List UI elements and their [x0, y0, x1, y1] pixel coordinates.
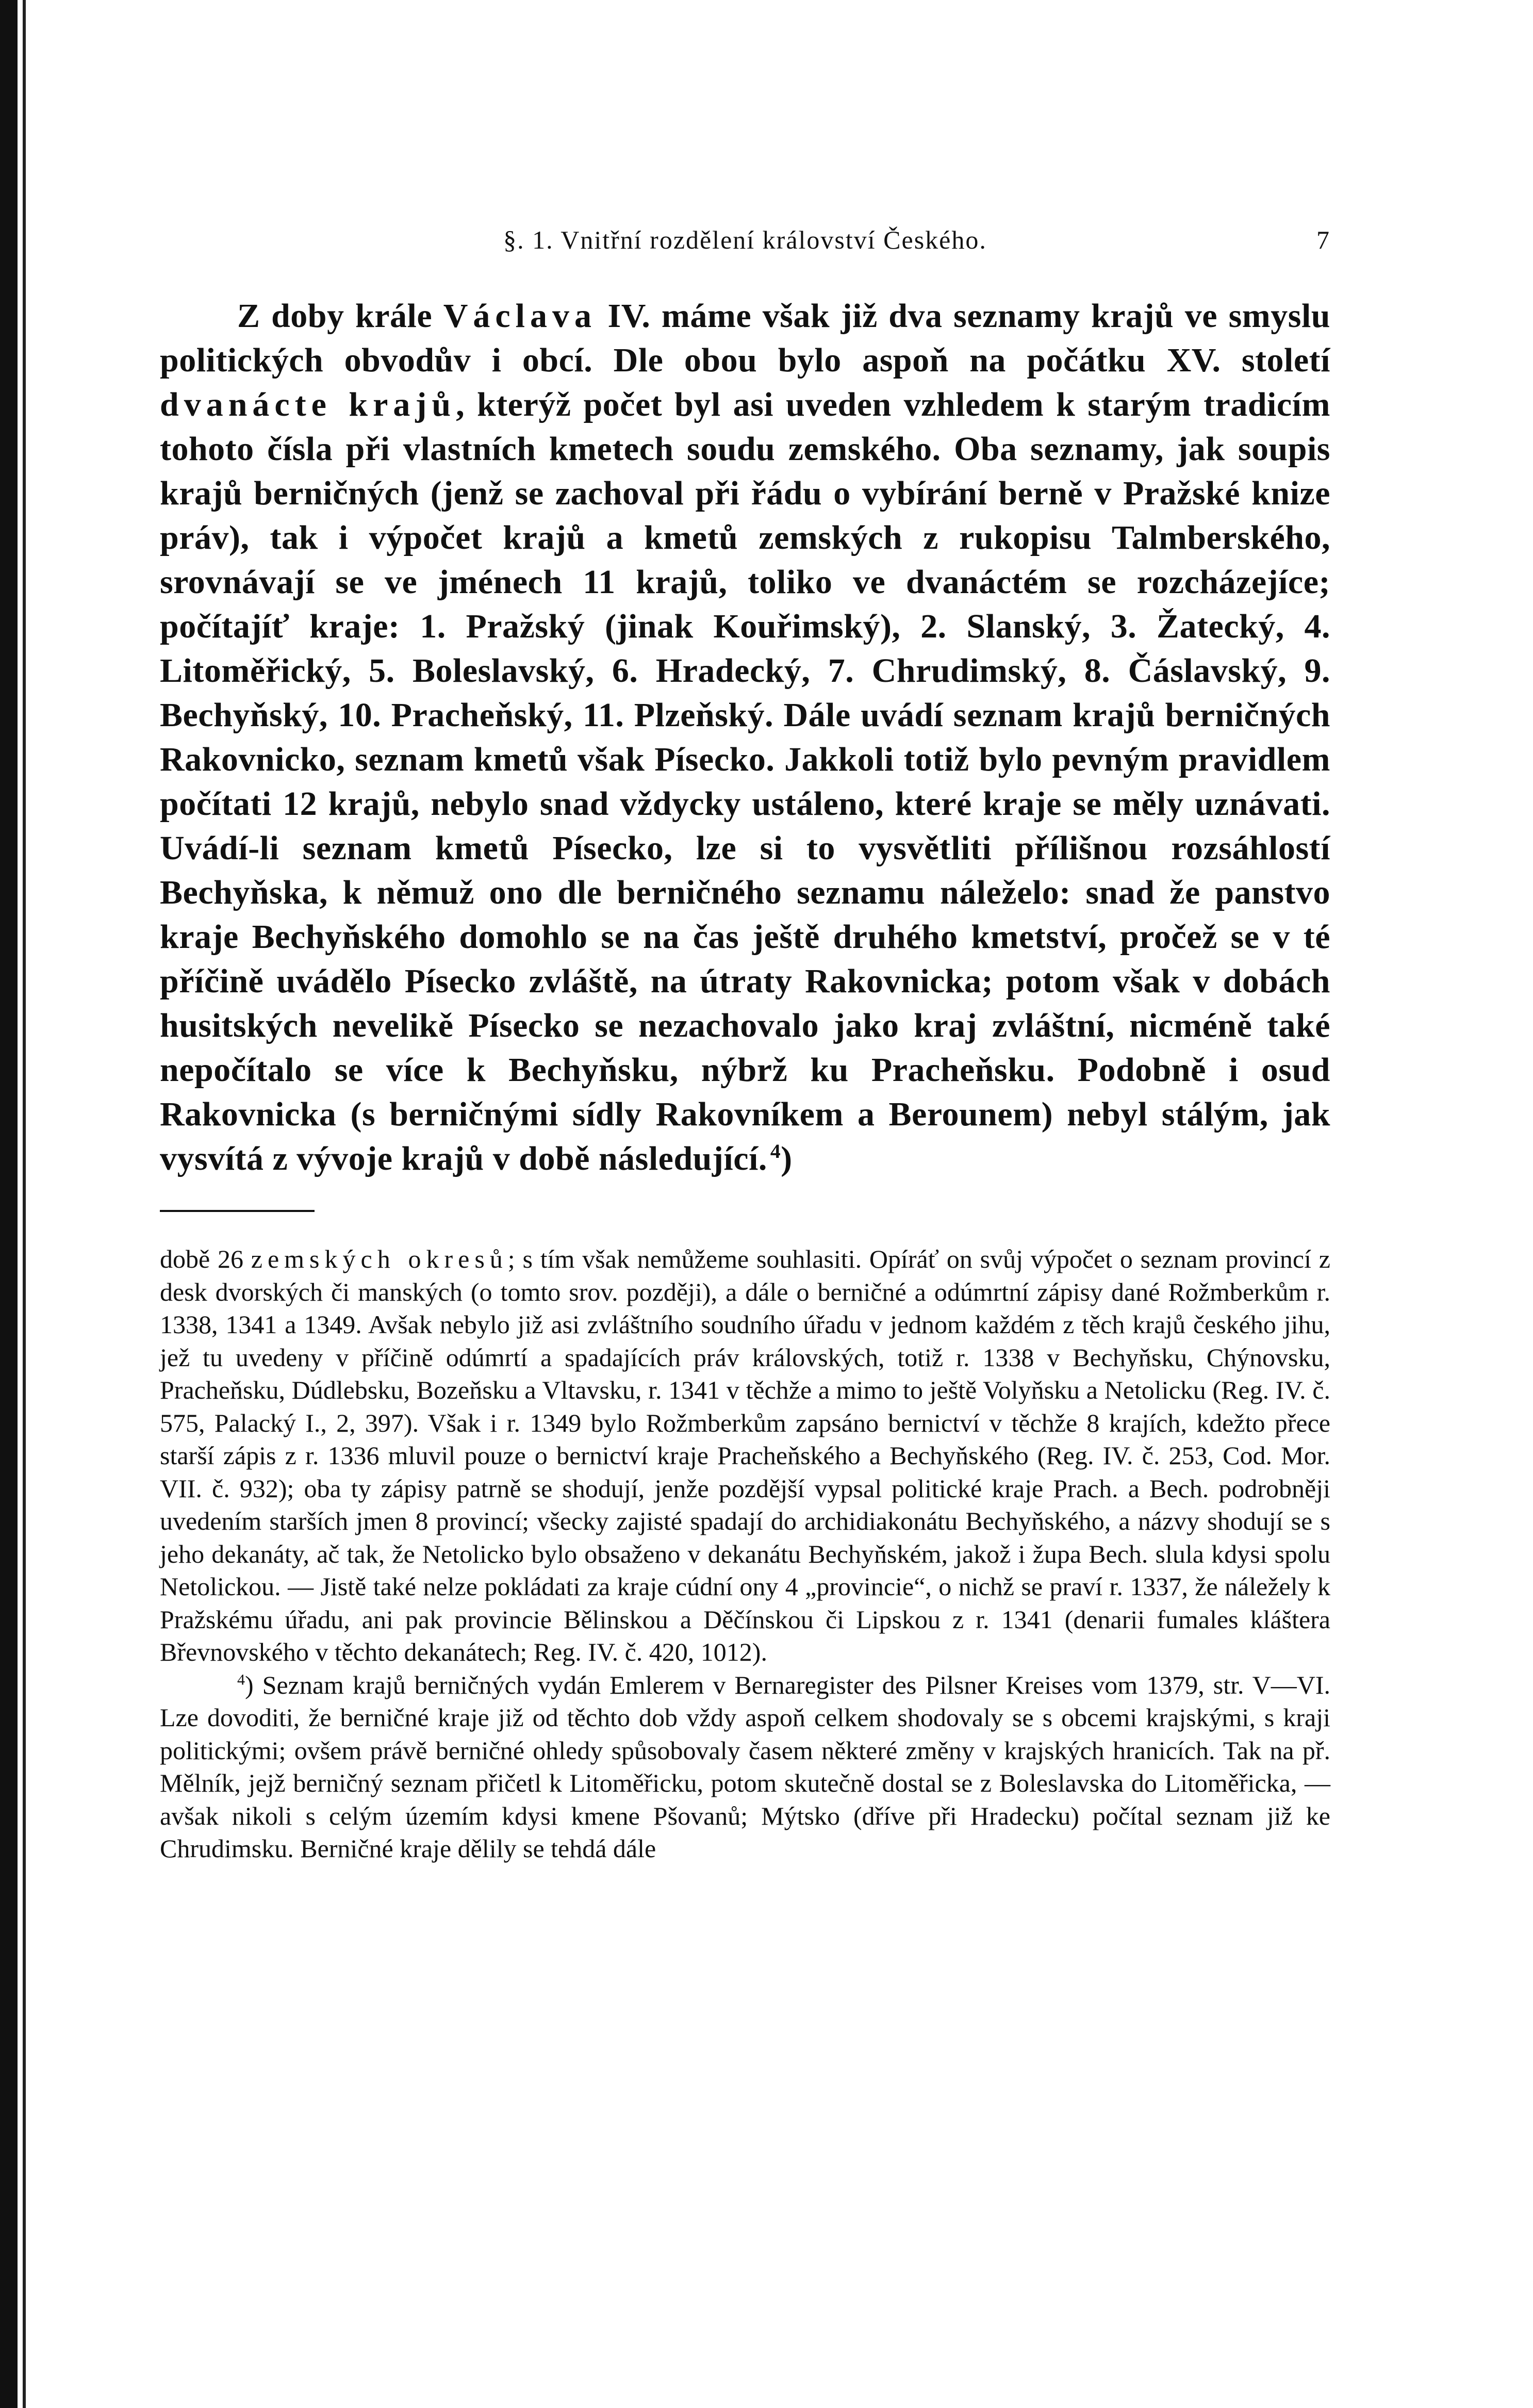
footnote-4 [160, 1669, 1330, 1865]
body-text-segment: ) [781, 1140, 793, 1177]
footnote-marker: 4 [237, 1670, 245, 1688]
page-number: 7 [1316, 225, 1330, 254]
footnote-text-segment: ) Seznam krajů berničných vydán Emlerem v Bernaregister des Pilsner Kreises vom 1379, str. V—VI. Lze dovoditi, že berničné kraje již od těchto dob vždy aspoň celkem shodovaly se s obcemi krajskými, s kraji politickými; ovšem právě berničné ohledy spůsobovaly časem některé změny v krajských hranicích. Tak na př. Mělník, jejž berničný seznam přičetl k Litoměřicku, potom skutečně dostal se z Boleslavska do Litoměřicka, — avšak nikoli s celým územím kdysi kmene Pšovanů; Mýtsko (dříve při Hradecku) počítal seznam již ke Chrudimsku. Berničné kraje dělily se tehdá dále [160, 1670, 1330, 1863]
book-page [160, 217, 1330, 1865]
footnotes [160, 1243, 1330, 1865]
body-text-segment: , kterýž počet byl asi uveden vzhledem k starým tradicím tohoto čísla při vlastních kmetech soudu zemského. Oba seznamy, jak soupis krajů berničných (jenž se zachoval při řádu o vybírání berně v Pražské knize práv), tak i výpočet krajů a kmetů zemských z rukopisu Talmberského, srovnávají se ve jménech 11 krajů, toliko ve dvanáctém se rozcházejíce; počítajíť kraje: 1. Pražský (jinak Kouřimský), 2. Slanský, 3. Žatecký, 4. Litoměřický, 5. Boleslavský, 6. Hradecký, 7. Chrudimský, 8. Čáslavský, 9. Bechyňský, 10. Pracheňský, 11. Plzeňský. Dále uvádí seznam krajů berničných Rakovnicko, seznam kmetů však Písecko. Jakkoli totiž bylo pevným pravidlem počítati 12 krajů, nebylo snad vždycky ustáleno, které kraje se měly uznávati. Uvádí-li seznam kmetů Písecko, lze si to vysvětliti přílišnou rozsáhlostí Bechyňska, k němuž ono dle berničného seznamu náleželo: snad že panstvo kraje Bechyňského domohlo se na čas ještě druhého kmetství, pročež se v té příčině uvádělo Písecko zvláště, na útraty Rakovnicka; potom však v dobách husitských nevelikě Písecko se nezachovalo jako kraj zvláštní, nicméně také nepočítalo se více k Bechyňsku, nýbrž ku Pracheňsku. Podobně i osud Rakovnicka (s berničnými sídly Rakovníkem a Berounem) nebyl stálým, jak vysvítá z vývoje krajů v době následující. [160, 386, 1330, 1177]
footnote-continuation [160, 1243, 1330, 1669]
footnote-text-segment: ; s tím však nemůžeme souhlasiti. Opíráť on svůj výpočet o seznam provincí z desk dvorských či manských (o tomto srov. později), a dále o berničné a odúmrtní zápisy dané Rožmberkům r. 1338, 1341 a 1349. Avšak nebylo již asi zvláštního soudního úřadu v jednom každém z těch krajů českého jihu, jež tu uvedeny v příčině odúmrtí a spadajících práv královských, totiž r. 1338 v Bechyňsku, Chýnovsku, Pracheňsku, Dúdlebsku, Bozeňsku a Vltavsku, r. 1341 v těchže a mimo to ještě Volyňsku a Netolicku (Reg. IV. č. 575, Palacký I., 2, 397). Však i r. 1349 bylo Rožmberkům zapsáno bernictví v těchže 8 krajích, kdežto přece starší zápis z r. 1336 mluvil pouze o bernictví kraje Pracheňského a Bechyňského (Reg. IV. č. 253, Cod. Mor. VII. č. 932); oba ty zápisy patrně se shodují, jenže pozdější vypsal politické kraje Prach. a Bech. podrobněji uvedením starších jmen 8 provincí; všecky zajisté spadají do archidiakonátu Bechyňského, a názvy shodují se s jeho dekanáty, ač tak, že Netolicko bylo obsaženo v dekanátu Bechyňském, jakož i župa Bech. slula kdysi spolu Netolickou. — Jistě také nelze pokládati za kraje cúdní ony 4 „provincie“, o nichž se praví r. 1337, že náležely k Pražskému úřadu, ani pak provincie Bělinskou a Děčínskou či Lipskou z r. 1341 (denarii fumales kláštera Břevnovského v těchto dekanátech; Reg. IV. č. 420, 1012). [160, 1244, 1330, 1666]
main-text [160, 294, 1330, 1181]
body-text-segment: Z doby krále [237, 297, 443, 335]
body-paragraph [160, 294, 1330, 1181]
book-binding-shadow [23, 0, 26, 2408]
footnote-text-segment: době 26 [160, 1244, 251, 1273]
footnote-reference: 4 [770, 1140, 781, 1162]
book-binding-edge [0, 0, 18, 2408]
body-text-segment: IV. máme však již dva seznamy krajů ve smyslu politických obvodův i obcí. Dle obou bylo aspoň na počátku XV. století [160, 297, 1330, 379]
emphasized-name: Václava [443, 297, 597, 335]
emphasized-phrase: dvanácte krajů [160, 386, 456, 423]
section-title: §. 1. Vnitřní rozdělení království Českého. [503, 225, 987, 254]
emphasized-phrase: zemských okresů [251, 1244, 508, 1273]
footnote-separator-rule [160, 1210, 315, 1212]
running-head [160, 217, 1330, 263]
